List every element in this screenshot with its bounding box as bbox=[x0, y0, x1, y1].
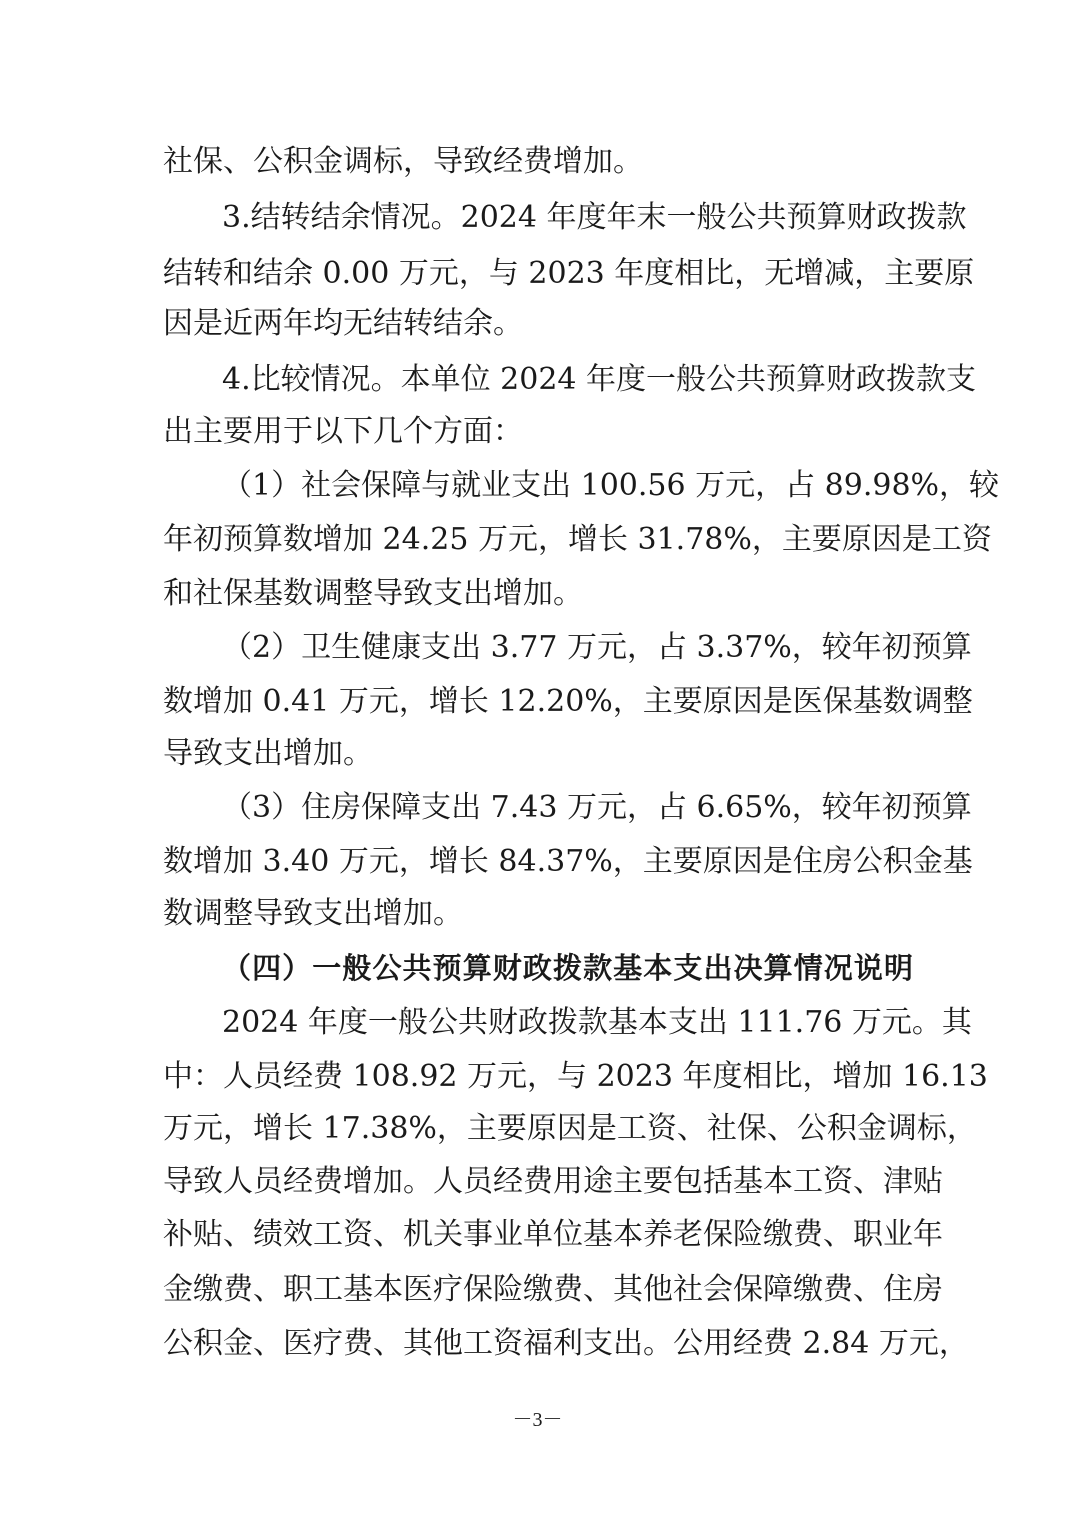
text-line: 数调整导致支出增加。 bbox=[163, 896, 463, 931]
text-line: （3）住房保障支出 7.43 万元，占 6.65%，较年初预算 bbox=[222, 790, 972, 825]
text-line: 年初预算数增加 24.25 万元，增长 31.78%，主要原因是工资 bbox=[163, 522, 992, 557]
text-line: 出主要用于以下几个方面： bbox=[163, 414, 523, 449]
text-line: 导致人员经费增加。人员经费用途主要包括基本工资、津贴 bbox=[163, 1164, 943, 1199]
text-line: 中：人员经费 108.92 万元，与 2023 年度相比，增加 16.13 bbox=[163, 1059, 988, 1094]
text-line: 数增加 0.41 万元，增长 12.20%，主要原因是医保基数调整 bbox=[163, 684, 973, 719]
text-line: 社保、公积金调标，导致经费增加。 bbox=[163, 144, 643, 179]
text-line: （2）卫生健康支出 3.77 万元，占 3.37%，较年初预算 bbox=[222, 630, 972, 665]
text-line: 公积金、医疗费、其他工资福利支出。公用经费 2.84 万元， bbox=[163, 1326, 969, 1361]
text-line: 补贴、绩效工资、机关事业单位基本养老保险缴费、职业年 bbox=[163, 1217, 943, 1252]
page-number: －3－ bbox=[512, 1409, 563, 1431]
text-line: 结转和结余 0.00 万元，与 2023 年度相比，无增减，主要原 bbox=[163, 256, 975, 291]
section-heading: （四）一般公共预算财政拨款基本支出决算情况说明 bbox=[222, 951, 913, 985]
text-line: 导致支出增加。 bbox=[163, 736, 373, 771]
text-line: 2024 年度一般公共财政拨款基本支出 111.76 万元。其 bbox=[222, 1005, 972, 1040]
text-line: 和社保基数调整导致支出增加。 bbox=[163, 576, 583, 611]
text-line: 金缴费、职工基本医疗保险缴费、其他社会保障缴费、住房 bbox=[163, 1272, 943, 1307]
text-line: 数增加 3.40 万元，增长 84.37%，主要原因是住房公积金基 bbox=[163, 844, 973, 879]
text-line: 因是近两年均无结转结余。 bbox=[163, 306, 523, 341]
text-line: 万元，增长 17.38%，主要原因是工资、社保、公积金调标， bbox=[163, 1111, 977, 1146]
text-line: （1）社会保障与就业支出 100.56 万元，占 89.98%，较 bbox=[222, 468, 1000, 503]
text-line: 4.比较情况。本单位 2024 年度一般公共预算财政拨款支 bbox=[222, 362, 977, 397]
text-line: 3.结转结余情况。2024 年度年末一般公共预算财政拨款 bbox=[222, 200, 967, 235]
